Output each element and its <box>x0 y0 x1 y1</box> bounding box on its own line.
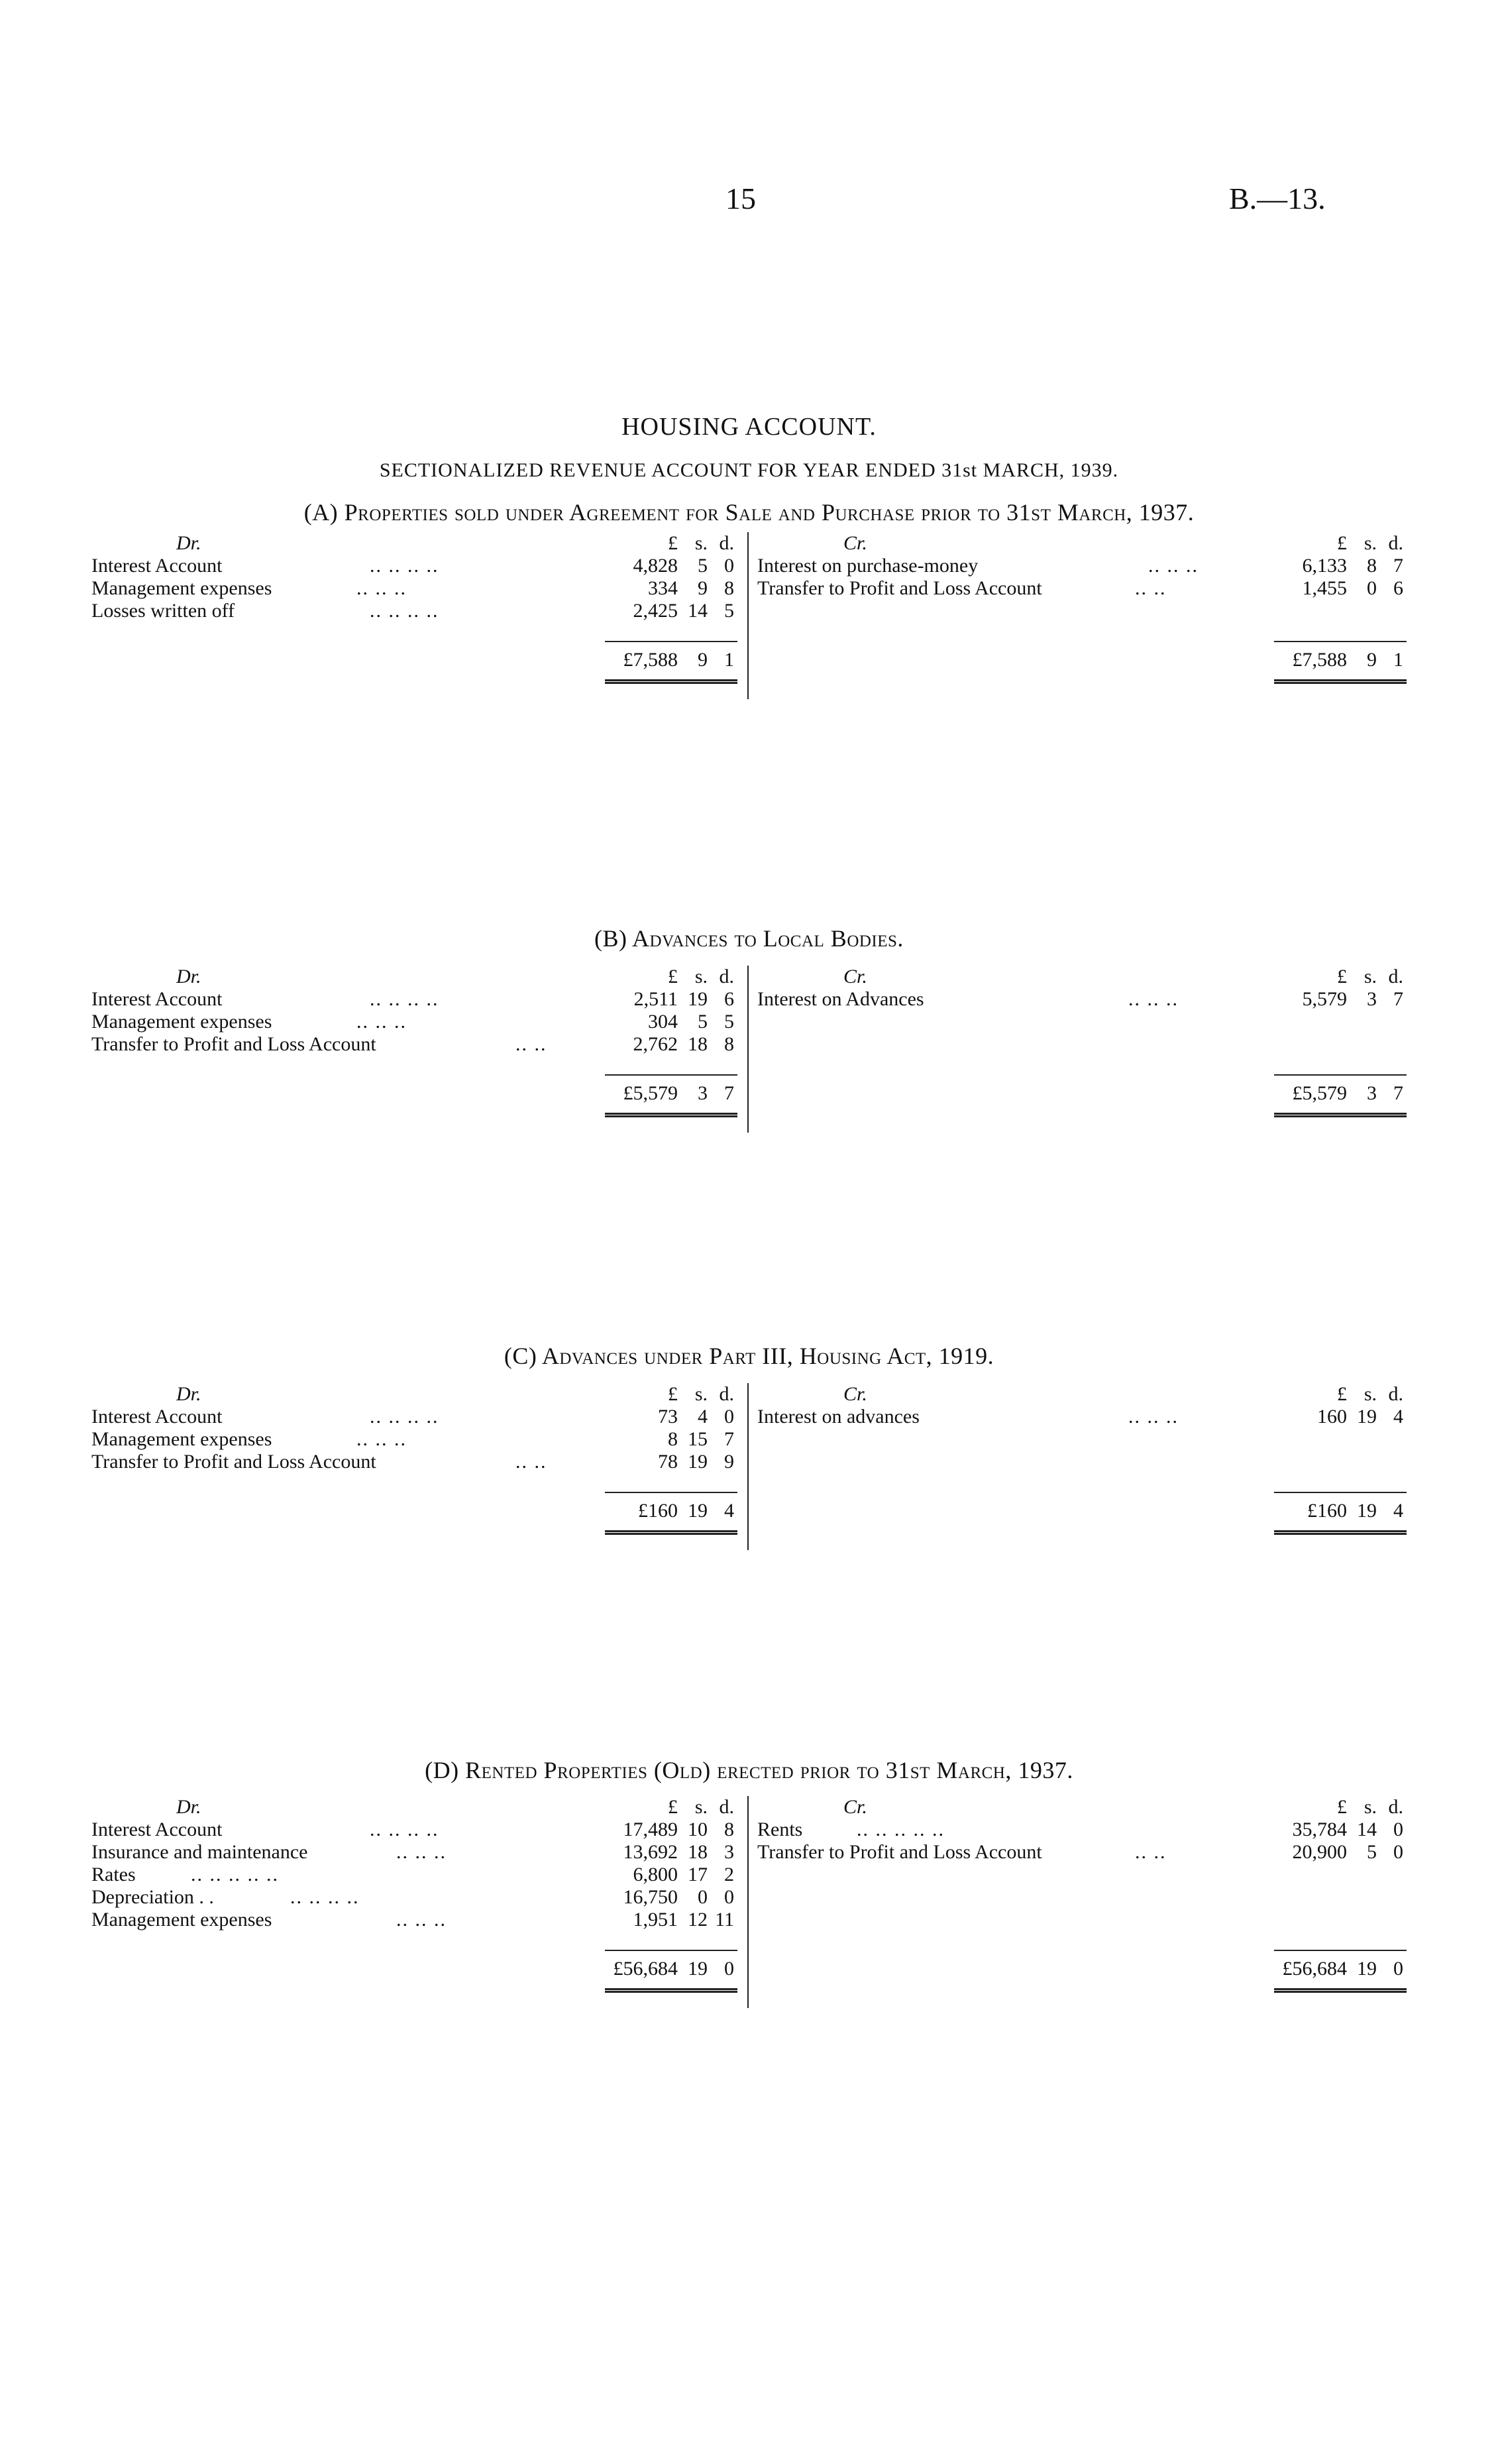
total-shillings: 3 <box>1367 1082 1377 1104</box>
currency-headers <box>592 1383 734 1406</box>
debit-side <box>91 532 741 699</box>
pence-header: d. <box>1388 532 1403 554</box>
column-header <box>91 966 741 988</box>
ledger-row <box>91 988 741 1011</box>
column-divider <box>747 966 749 1133</box>
account-table <box>91 1796 1403 2008</box>
pounds-header: £ <box>668 532 678 554</box>
amount-pence: 7 <box>1393 988 1403 1010</box>
total-shillings: 9 <box>698 649 708 671</box>
currency-headers <box>1261 532 1403 555</box>
shillings-header: s. <box>694 1796 708 1818</box>
amount-shillings: 18 <box>688 1841 708 1863</box>
entry-amount <box>1261 1841 1403 1864</box>
amount-pounds: 4,828 <box>633 555 678 577</box>
total-shillings: 9 <box>1367 649 1377 671</box>
pounds-header: £ <box>668 1796 678 1818</box>
entry-description: Management expenses <box>91 1011 272 1033</box>
amount-pounds: 2,425 <box>633 600 678 622</box>
amount-pence: 3 <box>724 1841 734 1863</box>
total-shillings: 19 <box>688 1500 708 1522</box>
leader-dots: .. .. .. <box>1128 1406 1179 1428</box>
account-table <box>91 966 1403 1133</box>
pounds-header: £ <box>1337 1383 1347 1405</box>
amount-pence: 2 <box>724 1864 734 1885</box>
leader-dots: .. .. .. <box>1148 555 1199 577</box>
page-number: 15 <box>725 182 756 215</box>
entry-description: Interest Account <box>91 988 223 1010</box>
total-rule <box>1274 1950 1407 1951</box>
column-header <box>757 1796 1403 1819</box>
total-pounds: £56,684 <box>613 1958 678 1980</box>
credit-label: Cr. <box>843 1383 867 1405</box>
ledger-row <box>91 1886 741 1909</box>
debit-label: Dr. <box>176 1383 201 1405</box>
amount-pence: 4 <box>1393 1406 1403 1428</box>
amount-pence: 6 <box>1393 577 1403 599</box>
entry-amount <box>592 1909 734 1931</box>
amount-pounds: 304 <box>648 1011 678 1033</box>
ledger-row <box>91 1819 741 1841</box>
amount-shillings: 19 <box>688 1451 708 1473</box>
section-heading: (D) Rented Properties (Old) erected prior to 31st March, 1937. <box>425 1757 1073 1783</box>
amount-shillings: 5 <box>698 555 708 577</box>
total-pounds: £160 <box>1307 1500 1347 1522</box>
ledger-row <box>91 1451 741 1473</box>
section-heading: (B) Advances to Local Bodies. <box>594 925 904 952</box>
currency-headers <box>1261 966 1403 988</box>
leader-dots: .. .. .. .. .. <box>857 1819 945 1840</box>
amount-pounds: 2,511 <box>633 988 678 1010</box>
entry-amount <box>592 1011 734 1033</box>
total-pounds: £7,588 <box>623 649 678 671</box>
double-rule <box>605 1113 737 1117</box>
entry-description: Interest Account <box>91 1819 223 1840</box>
leader-dots: .. .. <box>1135 1841 1167 1863</box>
currency-headers <box>592 1796 734 1819</box>
entry-description: Interest Account <box>91 1406 223 1428</box>
entry-description: Interest on Advances <box>757 988 924 1010</box>
amount-pounds: 20,900 <box>1292 1841 1347 1863</box>
amount-shillings: 14 <box>1357 1819 1377 1840</box>
account-table <box>91 1383 1403 1550</box>
entry-description: Transfer to Profit and Loss Account <box>91 1033 376 1055</box>
total-pounds: £160 <box>638 1500 678 1522</box>
amount-pence: 0 <box>724 555 734 577</box>
ledger-row <box>757 1406 1403 1428</box>
ledger-row <box>757 555 1403 577</box>
total-pence: 4 <box>1393 1500 1403 1522</box>
double-rule <box>605 1988 737 1993</box>
column-header <box>91 1796 741 1819</box>
total-rule <box>605 1074 737 1076</box>
shillings-header: s. <box>1364 1796 1377 1818</box>
pence-header: d. <box>719 966 734 987</box>
total-pence: 4 <box>724 1500 734 1522</box>
total-pence: 7 <box>1393 1082 1403 1104</box>
entry-description: Interest Account <box>91 555 223 577</box>
total-rule <box>1274 1074 1407 1076</box>
entry-amount <box>1261 1406 1403 1428</box>
leader-dots: .. .. .. .. <box>290 1886 360 1908</box>
column-header <box>91 1383 741 1406</box>
credit-label: Cr. <box>843 532 867 554</box>
total-pence: 1 <box>724 649 734 671</box>
leader-dots: .. .. .. <box>396 1909 447 1931</box>
amount-pence: 7 <box>1393 555 1403 577</box>
leader-dots: .. .. <box>515 1033 547 1055</box>
amount-shillings: 17 <box>688 1864 708 1885</box>
double-rule <box>1274 1113 1407 1117</box>
entry-amount <box>592 1451 734 1473</box>
amount-shillings: 8 <box>1367 555 1377 577</box>
amount-pence: 9 <box>724 1451 734 1473</box>
amount-pounds: 160 <box>1317 1406 1347 1428</box>
total-shillings: 19 <box>1357 1958 1377 1980</box>
total-pence: 0 <box>724 1958 734 1980</box>
debit-label: Dr. <box>176 966 201 987</box>
ledger-row <box>757 1841 1403 1864</box>
credit-side <box>757 532 1403 699</box>
entry-amount <box>592 1033 734 1056</box>
ledger-row <box>91 1428 741 1451</box>
amount-shillings: 14 <box>688 600 708 622</box>
pence-header: d. <box>1388 1383 1403 1405</box>
amount-shillings: 10 <box>688 1819 708 1840</box>
total-pounds: £5,579 <box>623 1082 678 1104</box>
credit-label: Cr. <box>843 1796 867 1818</box>
leader-dots: .. .. .. <box>356 1011 407 1033</box>
entry-description: Management expenses <box>91 577 272 599</box>
amount-pence: 0 <box>1393 1819 1403 1840</box>
amount-pence: 8 <box>724 1033 734 1055</box>
account-total <box>1261 649 1403 671</box>
ledger-row <box>91 577 741 600</box>
ledger-row <box>91 1864 741 1886</box>
debit-side <box>91 966 741 1133</box>
currency-headers <box>592 966 734 988</box>
shillings-header: s. <box>694 966 708 987</box>
amount-pounds: 78 <box>658 1451 678 1473</box>
entry-amount <box>1261 555 1403 577</box>
debit-label: Dr. <box>176 1796 201 1818</box>
pounds-header: £ <box>1337 966 1347 987</box>
entry-amount <box>592 555 734 577</box>
pounds-header: £ <box>668 966 678 987</box>
leader-dots: .. .. .. <box>1128 988 1179 1010</box>
amount-pounds: 6,133 <box>1302 555 1347 577</box>
amount-pounds: 334 <box>648 577 678 599</box>
amount-pence: 5 <box>724 1011 734 1033</box>
total-pence: 0 <box>1393 1958 1403 1980</box>
amount-shillings: 3 <box>1367 988 1377 1010</box>
total-pounds: £5,579 <box>1292 1082 1347 1104</box>
entry-amount <box>592 577 734 600</box>
double-rule <box>1274 1530 1407 1535</box>
total-rule <box>1274 1492 1407 1493</box>
amount-pounds: 1,455 <box>1302 577 1347 599</box>
total-shillings: 3 <box>698 1082 708 1104</box>
account-total <box>1261 1500 1403 1522</box>
column-header <box>91 532 741 555</box>
entry-description: Rents <box>757 1819 803 1840</box>
pence-header: d. <box>1388 966 1403 987</box>
account-total <box>592 1500 734 1522</box>
currency-headers <box>1261 1796 1403 1819</box>
amount-pence: 5 <box>724 600 734 622</box>
entry-description: Interest on purchase-money <box>757 555 979 577</box>
amount-shillings: 18 <box>688 1033 708 1055</box>
amount-pence: 0 <box>724 1406 734 1428</box>
ledger-row <box>757 577 1403 600</box>
entry-description: Depreciation . . <box>91 1886 214 1908</box>
leader-dots: .. .. .. <box>396 1841 447 1863</box>
entry-amount <box>592 1428 734 1451</box>
total-pence: 1 <box>1393 649 1403 671</box>
section-heading: (C) Advances under Part III, Housing Act, 1919. <box>504 1343 994 1369</box>
pounds-header: £ <box>668 1383 678 1405</box>
amount-shillings: 19 <box>688 988 708 1010</box>
account-total <box>592 1082 734 1105</box>
shillings-header: s. <box>1364 1383 1377 1405</box>
shillings-header: s. <box>694 532 708 554</box>
document-reference: B.—13. <box>1229 182 1326 215</box>
column-divider <box>747 1383 749 1550</box>
pence-header: d. <box>719 532 734 554</box>
document-subtitle: SECTIONALIZED REVENUE ACCOUNT FOR YEAR ENDED 31st MARCH, 1939. <box>379 459 1119 481</box>
amount-pounds: 13,692 <box>623 1841 678 1863</box>
amount-pounds: 16,750 <box>623 1886 678 1908</box>
ledger-row <box>91 1011 741 1033</box>
total-pounds: £56,684 <box>1282 1958 1347 1980</box>
leader-dots: .. .. <box>1135 577 1167 599</box>
column-header <box>757 966 1403 988</box>
ledger-row <box>91 600 741 622</box>
account-total <box>1261 1082 1403 1105</box>
column-header <box>757 1383 1403 1406</box>
amount-shillings: 15 <box>688 1428 708 1450</box>
debit-side <box>91 1796 741 2008</box>
double-rule <box>1274 679 1407 684</box>
entry-description: Transfer to Profit and Loss Account <box>757 1841 1042 1863</box>
entry-amount <box>1261 1819 1403 1841</box>
pounds-header: £ <box>1337 1796 1347 1818</box>
entry-amount <box>592 1864 734 1886</box>
entry-description: Management expenses <box>91 1909 272 1931</box>
shillings-header: s. <box>1364 532 1377 554</box>
section-heading: (A) Properties sold under Agreement for Sale and Purchase prior to 31st March, 1937. <box>303 499 1195 526</box>
amount-shillings: 4 <box>698 1406 708 1428</box>
pence-header: d. <box>719 1796 734 1818</box>
double-rule <box>605 1530 737 1535</box>
leader-dots: .. .. <box>515 1451 547 1473</box>
credit-label: Cr. <box>843 966 867 987</box>
amount-pounds: 17,489 <box>623 1819 678 1840</box>
amount-pounds: 2,762 <box>633 1033 678 1055</box>
double-rule <box>605 679 737 684</box>
amount-shillings: 12 <box>688 1909 708 1931</box>
shillings-header: s. <box>694 1383 708 1405</box>
pence-header: d. <box>719 1383 734 1405</box>
total-shillings: 19 <box>1357 1500 1377 1522</box>
account-total <box>1261 1958 1403 1980</box>
amount-pounds: 1,951 <box>633 1909 678 1931</box>
amount-shillings: 5 <box>1367 1841 1377 1863</box>
entry-description: Transfer to Profit and Loss Account <box>91 1451 376 1473</box>
entry-amount <box>592 1841 734 1864</box>
currency-headers <box>592 532 734 555</box>
amount-pence: 11 <box>715 1909 734 1931</box>
entry-amount <box>592 1819 734 1841</box>
total-rule <box>1274 641 1407 642</box>
currency-headers <box>1261 1383 1403 1406</box>
amount-pounds: 35,784 <box>1292 1819 1347 1840</box>
ledger-row <box>91 555 741 577</box>
credit-side <box>757 1796 1403 2008</box>
entry-description: Management expenses <box>91 1428 272 1450</box>
ledger-row <box>757 1819 1403 1841</box>
amount-shillings: 0 <box>698 1886 708 1908</box>
credit-side <box>757 966 1403 1133</box>
entry-amount <box>592 1886 734 1909</box>
leader-dots: .. .. .. .. .. <box>191 1864 279 1885</box>
entry-amount <box>592 988 734 1011</box>
pounds-header: £ <box>1337 532 1347 554</box>
leader-dots: .. .. .. .. <box>370 988 439 1010</box>
pence-header: d. <box>1388 1796 1403 1818</box>
amount-shillings: 19 <box>1357 1406 1377 1428</box>
account-total <box>592 649 734 671</box>
leader-dots: .. .. .. .. <box>370 1406 439 1428</box>
amount-pence: 8 <box>724 1819 734 1840</box>
ledger-row <box>91 1909 741 1931</box>
entry-amount <box>1261 988 1403 1011</box>
leader-dots: .. .. .. <box>356 1428 407 1450</box>
credit-side <box>757 1383 1403 1550</box>
entry-amount <box>1261 577 1403 600</box>
entry-description: Insurance and maintenance <box>91 1841 308 1863</box>
amount-pounds: 73 <box>658 1406 678 1428</box>
total-rule <box>605 1950 737 1951</box>
amount-shillings: 0 <box>1367 577 1377 599</box>
entry-description: Interest on advances <box>757 1406 920 1428</box>
column-divider <box>747 532 749 699</box>
total-pence: 7 <box>724 1082 734 1104</box>
amount-pence: 0 <box>1393 1841 1403 1863</box>
amount-pence: 8 <box>724 577 734 599</box>
total-rule <box>605 1492 737 1493</box>
amount-pence: 6 <box>724 988 734 1010</box>
leader-dots: .. .. .. .. <box>370 1819 439 1840</box>
ledger-row <box>757 988 1403 1011</box>
account-table <box>91 532 1403 699</box>
document-title: HOUSING ACCOUNT. <box>621 413 877 441</box>
entry-description: Transfer to Profit and Loss Account <box>757 577 1042 599</box>
entry-description: Losses written off <box>91 600 235 622</box>
leader-dots: .. .. .. .. <box>370 600 439 622</box>
total-pounds: £7,588 <box>1292 649 1347 671</box>
amount-shillings: 9 <box>698 577 708 599</box>
amount-pounds: 5,579 <box>1302 988 1347 1010</box>
ledger-row <box>91 1841 741 1864</box>
column-divider <box>747 1796 749 2008</box>
amount-pence: 0 <box>724 1886 734 1908</box>
leader-dots: .. .. .. .. <box>370 555 439 577</box>
amount-pence: 7 <box>724 1428 734 1450</box>
amount-pounds: 6,800 <box>633 1864 678 1885</box>
amount-pounds: 8 <box>668 1428 678 1450</box>
entry-description: Rates <box>91 1864 136 1885</box>
leader-dots: .. .. .. <box>356 577 407 599</box>
amount-shillings: 5 <box>698 1011 708 1033</box>
account-total <box>592 1958 734 1980</box>
ledger-row <box>91 1406 741 1428</box>
ledger-row <box>91 1033 741 1056</box>
debit-side <box>91 1383 741 1550</box>
debit-label: Dr. <box>176 532 201 554</box>
shillings-header: s. <box>1364 966 1377 987</box>
entry-amount <box>592 600 734 622</box>
double-rule <box>1274 1988 1407 1993</box>
entry-amount <box>592 1406 734 1428</box>
total-rule <box>605 641 737 642</box>
column-header <box>757 532 1403 555</box>
total-shillings: 19 <box>688 1958 708 1980</box>
